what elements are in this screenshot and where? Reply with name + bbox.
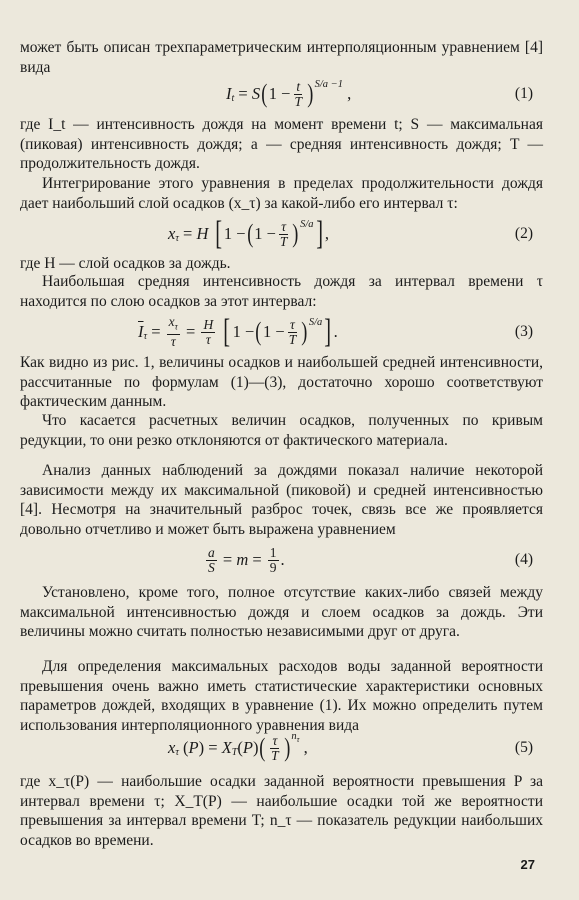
equation-4-formula: $\frac{a}{S}$ = m = $\frac{1}{9}$ . <box>208 544 285 575</box>
equation-2-formula: x τ = H [ 1 − ( 1 − $\frac{\tau}{T}$ ) $^{S/a}$ ] , <box>168 215 329 252</box>
paragraph-9: Установлено, кроме того, полное отсутствие каких-либо связей между максимальной интенсивностью дождя и слоем осадков за дождь. Эти величины можно считать полностью независимыми друг от друга. <box>20 584 543 640</box>
paragraph-2: где I_t — интенсивность дождя на момент времени t; S — максимальная (пиковая) интенсивность дождя; a — средняя интенсивность дождя; T — продолжительность дождя. <box>20 116 543 172</box>
paragraph-6: Как видно из рис. 1, величины осадков и наибольшей средней интенсивности, рассчитанные по формулам (1)—(3), достаточно хорошо соответствуют фактическим данным. <box>20 354 543 410</box>
paragraph-3: Интегрирование этого уравнения в пределах продолжительности дождя дает наибольший слой осадков (x_τ) за какой-либо его интервал τ: <box>20 175 543 212</box>
equation-number-5: (5) <box>514 739 533 756</box>
equation-4 <box>20 540 543 580</box>
paragraph-1: может быть описан трехпараметрическим интерполяционным уравнением [4] вида <box>20 39 543 76</box>
equation-1 <box>20 74 543 114</box>
equation-1-formula: I t = S ( 1 − $\frac{t}{T}$ ) $^{S/a -1}$ , <box>226 78 352 109</box>
equation-number-1: (1) <box>514 85 533 102</box>
paragraph-4: где H — слой осадков за дождь. <box>20 255 231 272</box>
equation-number-2: (2) <box>514 225 533 242</box>
equation-3-formula: $\overline{I}$ τ = $\frac{x_\tau}{\tau}$ = $\frac{H}{\tau}$ [ 1 − ( 1 − $\frac{\tau}{T}$ ) $^{S/a}$ ] . <box>138 313 338 350</box>
equation-number-4: (4) <box>514 551 533 568</box>
paragraph-10: Для определения максимальных расходов воды заданной вероятности превышения очень важно иметь статистические характеристики основных параметров дождей, входящих в уравнение (1). Их можно определить путем использования интерполяционного уравнения вида <box>20 658 543 734</box>
equation-3 <box>20 312 543 352</box>
equation-5-formula: x τ ( P ) = X T ( P ) ( $\frac{\tau}{T}$ ) $^{n_\tau}$ , <box>168 731 308 763</box>
paragraph-11: где x_τ(P) — наибольшие осадки заданной вероятности превышения P за интервал времени τ; X_T(P) — наибольшие осадки той же вероятности превышения за интервал времени T; n_τ — показатель редукции наибольших осадков во времени. <box>20 773 543 849</box>
equation-2 <box>20 214 543 254</box>
paragraph-7: Что касается расчетных величин осадков, полученных по кривым редукции, то они резко отклоняются от фактического материала. <box>20 412 543 449</box>
page-number: 27 <box>520 857 535 872</box>
equation-5 <box>20 728 543 768</box>
equation-number-3: (3) <box>514 323 533 340</box>
paragraph-8: Анализ данных наблюдений за дождями показал наличие некоторой зависимости между их максимальной (пиковой) и средней интенсивностью [4]. Несмотря на значительный разброс точек, связь все же проявляется довольно отчетливо и может быть выражена уравнением <box>20 462 543 538</box>
paragraph-5: Наибольшая средняя интенсивность дождя за интервал времени τ находится по слою осадков за этот интервал: <box>20 273 543 310</box>
